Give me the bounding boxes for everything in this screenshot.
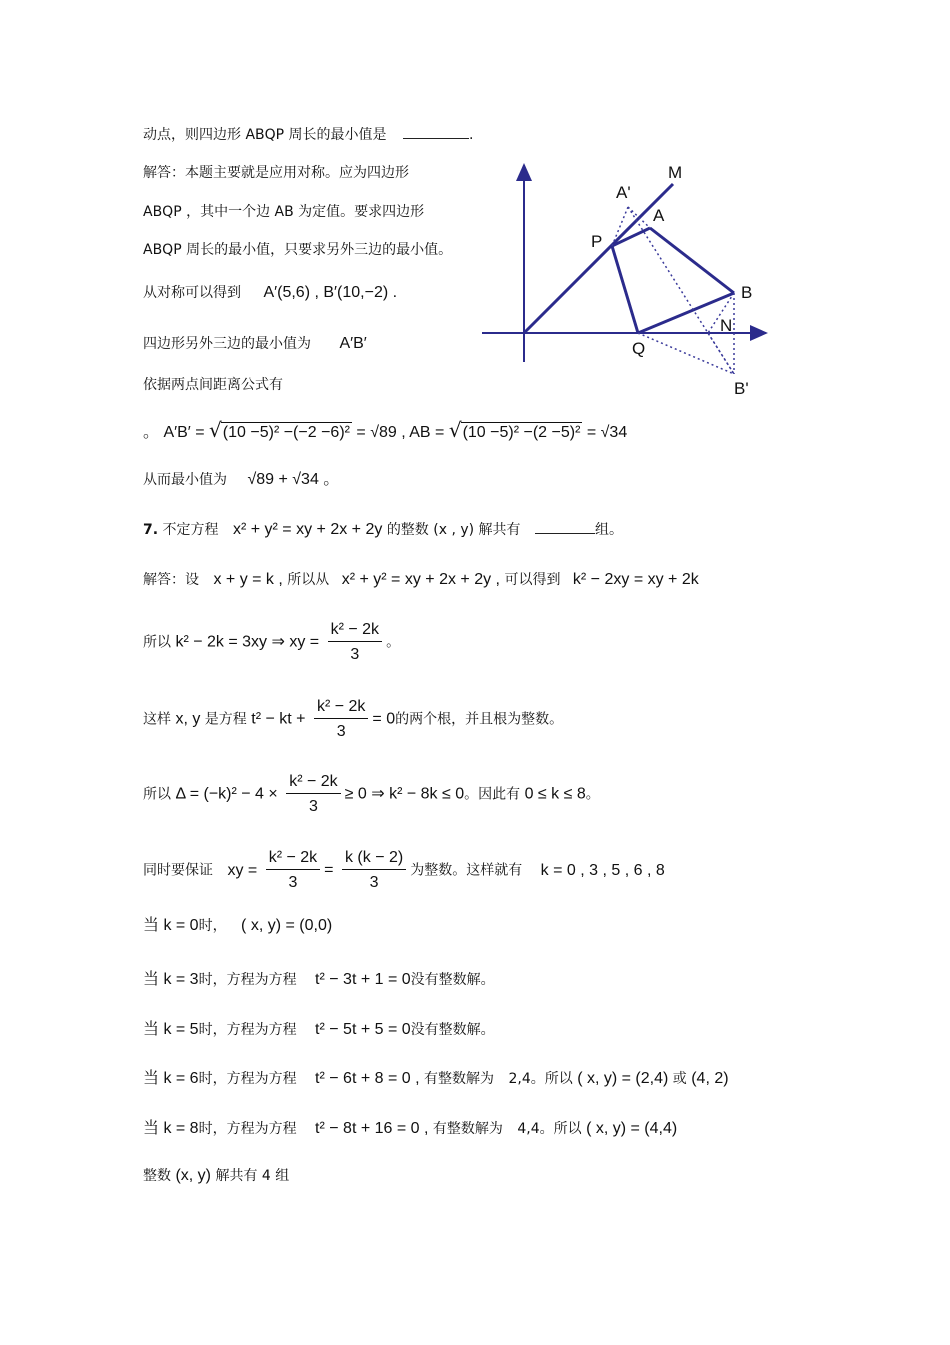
distance-radicand-2: (10 −5)² −(2 −5)² [462, 424, 581, 441]
distance-line: 。 A′B′ = √(10 −5)² −(−2 −6)² = √89 , AB = √(10 −5)² −(2 −5)² = √34 [143, 418, 628, 442]
label-q: Q [632, 339, 646, 358]
distance-prefix: 。 A′B′ = [143, 424, 205, 441]
solution-line-4 [143, 283, 397, 303]
sol7-l1-eq1: x + y = k , [213, 571, 283, 588]
symmetry-points: A′(5,6) , B′(10,−2) . [263, 284, 398, 301]
sol7-l2-end: 。 [386, 634, 401, 651]
problem-7-equation: x² + y² = xy + 2x + 2y [232, 521, 383, 538]
case-k3-equation: t² − 3t + 1 = 0 [315, 971, 411, 988]
case-k5-result: 没有整数解。 [410, 1022, 495, 1038]
sol7-l2-prefix: 所以 [143, 634, 171, 651]
problem-tail-end: . [469, 127, 474, 143]
case-k8-text2: 。所以 [539, 1121, 582, 1137]
case-k0-text: 时， [198, 918, 227, 934]
sol7-l4-eq: Δ = (−k)² − 4 × [175, 785, 278, 803]
distance-middle: = √89 , AB = [356, 424, 445, 441]
dotted-construction-lines [612, 207, 734, 374]
case-k6-roots: 2,4 [508, 1071, 531, 1087]
case-k6-k: 当 k = 6 [143, 1070, 199, 1087]
case-k8-solution: ( x, y) = (4,4) [586, 1120, 678, 1137]
sol7-l5-fraction-1 [266, 848, 320, 893]
case-k8-roots: 4,4 [517, 1121, 540, 1137]
sol7-l2-fraction [328, 620, 382, 665]
answer-blank [403, 126, 469, 139]
sol7-l3-eq: t² − kt + [251, 710, 306, 728]
problem-7-blank [535, 521, 595, 534]
final-text-1: 整数 [143, 1168, 171, 1184]
segment-qp [612, 246, 638, 333]
case-k3-k: 当 k = 3 [143, 971, 199, 988]
sol7-l3-prefix: 这样 [143, 711, 171, 728]
case-k6-text2: 。所以 [530, 1071, 573, 1087]
problem-tail-line [143, 125, 473, 145]
problem-7-line [143, 520, 623, 540]
minimum-line [143, 470, 339, 490]
sol7-l1-prefix: 解答：设 [143, 572, 199, 588]
case-k8-k: 当 k = 8 [143, 1120, 199, 1137]
case-k5-text: 时，方程为方程 [198, 1022, 297, 1038]
sol7-line-3 [143, 697, 563, 742]
sol7-l3-eq-end: = 0 [372, 710, 396, 728]
problem-number: 7. [143, 522, 159, 538]
sol7-l4-text: 。因此有 [464, 786, 521, 803]
sol7-l5-k-values: k = 0 , 3 , 5 , 6 , 8 [540, 861, 665, 879]
label-a: A [653, 206, 665, 225]
sol7-l3-fraction [314, 697, 368, 742]
ray-om [524, 184, 673, 333]
sol7-l1-eq3: k² − 2xy = xy + 2k [572, 571, 699, 588]
sol7-l5-equals: = [324, 861, 334, 879]
case-k6-roots-text: 有整数解为 [424, 1071, 495, 1087]
problem-7-suffix: 的整数 (x , y) 解共有 [386, 522, 521, 538]
sol7-l5-prefix: 同时要保证 [143, 862, 213, 879]
case-k0-solution: ( x, y) = (0,0) [241, 917, 333, 934]
solution-line-1: 解答：本题主要就是应用对称。应为四边形 [143, 165, 409, 181]
case-k5-equation: t² − 5t + 5 = 0 [315, 1021, 411, 1038]
sol7-l5-text: 为整数。这样就有 [410, 862, 523, 879]
label-p: P [591, 232, 603, 251]
fraction-denominator: 3 [288, 874, 298, 891]
segment-ab [650, 228, 734, 293]
sol7-l4-range: 0 ≤ k ≤ 8 [524, 785, 586, 803]
case-k6-or: 或 [672, 1071, 687, 1087]
minimum-prefix: 从而最小值为 [143, 472, 227, 488]
case-k0-k: 当 k = 0 [143, 917, 199, 934]
sol7-l4-end: 。 [585, 786, 600, 803]
sol7-l3-end: 的两个根，并且根为整数。 [395, 711, 564, 728]
case-k8-equation: t² − 8t + 16 = 0 , [315, 1120, 429, 1137]
label-m: M [668, 163, 683, 182]
case-k6-equation: t² − 6t + 8 = 0 , [315, 1070, 420, 1087]
problem-tail-text: 动点，则四边形 ABQP 周长的最小值是 [143, 127, 387, 143]
sol7-l4-fraction [286, 772, 340, 817]
case-k5-k: 当 k = 5 [143, 1021, 199, 1038]
sol7-line-5 [143, 848, 665, 893]
case-k5 [143, 1020, 495, 1040]
case-k6-text: 时，方程为方程 [198, 1071, 297, 1087]
fraction-numerator: k² − 2k [328, 620, 382, 642]
distance-end: = √34 [586, 424, 628, 441]
case-k8-roots-text: 有整数解为 [432, 1121, 503, 1137]
sol7-l1-eq2: x² + y² = xy + 2x + 2y , [341, 571, 500, 588]
sol7-l1-text1: 所以从 [287, 572, 330, 588]
sol7-l1-text2: 可以得到 [504, 572, 561, 588]
segment-a1b1: A′B′ [339, 335, 367, 352]
fraction-denominator: 3 [369, 874, 379, 891]
distance-radicand-1: (10 −5)² −(−2 −6)² [222, 424, 350, 441]
case-k0 [143, 916, 332, 936]
final-pair: (x, y) [175, 1167, 211, 1184]
case-k3 [143, 970, 495, 990]
fraction-numerator: k² − 2k [266, 848, 320, 870]
label-b: B [741, 283, 753, 302]
label-n: N [720, 316, 733, 335]
fraction-numerator: k (k − 2) [342, 848, 406, 870]
case-k6-solution-1: ( x, y) = (2,4) [577, 1070, 669, 1087]
sol7-l3-text: 是方程 [204, 711, 247, 728]
sol7-l5-fraction-2 [342, 848, 406, 893]
sol7-l3-vars: x, y [175, 710, 201, 728]
case-k8-text: 时，方程为方程 [198, 1121, 297, 1137]
label-b-prime: B' [734, 379, 749, 398]
case-k3-text: 时，方程为方程 [198, 972, 297, 988]
final-text-2: 解共有 4 组 [215, 1168, 290, 1184]
case-k6-solution-2: (4, 2) [691, 1070, 729, 1087]
symmetry-prefix: 从对称可以得到 [143, 285, 241, 301]
solution-line-3: ABQP 周长的最小值，只要求另外三边的最小值。 [143, 242, 453, 258]
problem-7-prefix: 不定方程 [162, 522, 219, 538]
problem-7-end: 组。 [595, 522, 624, 538]
sol7-line-2 [143, 620, 400, 665]
fraction-numerator: k² − 2k [286, 772, 340, 794]
label-a-prime: A' [616, 183, 631, 202]
min-three-sides-prefix: 四边形另外三边的最小值为 [143, 336, 311, 352]
final-answer [143, 1166, 289, 1186]
sol7-line-1 [143, 570, 699, 590]
sol7-line-4 [143, 772, 600, 817]
case-k6 [143, 1069, 729, 1089]
fraction-denominator: 3 [336, 723, 346, 740]
solution-line-5 [143, 334, 367, 354]
geometry-figure [478, 158, 778, 403]
sol7-l4-prefix: 所以 [143, 786, 171, 803]
solution-line-6: 依据两点间距离公式有 [143, 377, 283, 393]
sol7-l4-ineq: ≥ 0 ⇒ k² − 8k ≤ 0 [344, 785, 465, 803]
solution-line-2: ABQP ，其中一个边 AB 为定值。要求四边形 [143, 204, 425, 220]
fraction-denominator: 3 [350, 646, 360, 663]
sol7-l5-xy: xy = [227, 861, 258, 879]
case-k3-result: 没有整数解。 [410, 972, 495, 988]
fraction-denominator: 3 [308, 798, 318, 815]
fraction-numerator: k² − 2k [314, 697, 368, 719]
minimum-value: √89 + √34 。 [247, 471, 340, 488]
case-k8 [143, 1119, 677, 1139]
sol7-l2-eq: k² − 2k = 3xy ⇒ xy = [175, 633, 320, 651]
